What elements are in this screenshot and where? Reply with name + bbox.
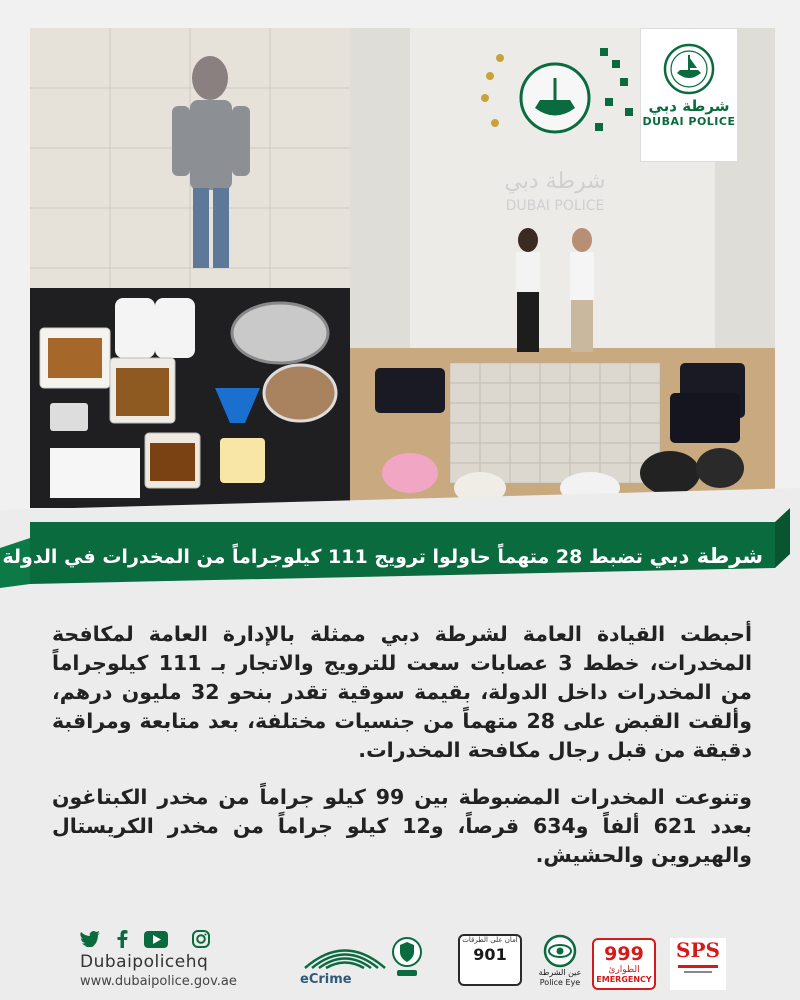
article-paragraph: أحبطت القيادة العامة لشرطة دبي ممثلة بالإدارة العامة لمكافحة المخدرات، خطط 3 عصابات سعت للترويج والاتجار بـ 111 كيلوجراماً من المخدرات داخل الدولة، بقيمة سوقية تقدر بنحو 32 مليون درهم، وألقت القبض على 28 متهماً من جنسيات مختلفة، بعد متابعة ومراقبة دقيقة من قبل رجال مكافحة المخدرات.	[52, 622, 752, 762]
social-icons	[80, 930, 210, 948]
headline-text: تضبط 28 متهماً حاولوا ترويج 111 كيلوجراماً من المخدرات في الدولة	[2, 546, 650, 568]
emergency-english: EMERGENCY	[596, 975, 652, 984]
police-emblem-icon	[663, 43, 715, 95]
youtube-icon[interactable]	[144, 931, 168, 948]
ecrime-logo-icon	[300, 938, 390, 996]
social-handle: Dubaipolicehq	[80, 952, 209, 972]
ecrime-label: eCrime	[300, 972, 352, 987]
police-eye-english: Police Eye	[539, 978, 581, 987]
hotline-901-caption: أمان على الطرقات	[462, 936, 518, 944]
facebook-icon[interactable]	[116, 930, 128, 948]
headline-title	[2, 536, 775, 576]
svg-text:شرطة دبي: شرطة دبي	[504, 169, 606, 194]
seizure-photo-left	[30, 28, 350, 508]
twitter-icon[interactable]	[80, 931, 100, 947]
emergency-number: 999	[604, 943, 644, 965]
shield-badge-icon	[392, 934, 422, 980]
police-eye-arabic: عين الشرطة	[538, 968, 582, 977]
police-eye-icon	[542, 934, 578, 968]
logo-english-text: DUBAI POLICE	[642, 115, 736, 128]
emergency-999-logo	[592, 938, 656, 990]
article-paragraph: وتنوعت المخدرات المضبوطة بين 99 كيلو جراماً من مخدر الكبتاغون بعدد 621 ألفاً و634 قرصاً، و12 كيلو جراماً من مخدر الكريستال والهيروين والحشيش.	[52, 785, 752, 867]
headline-brand: شرطة دبي	[649, 544, 763, 568]
svg-text:DUBAI POLICE: DUBAI POLICE	[505, 198, 605, 214]
dubai-police-logo	[640, 28, 738, 162]
logo-arabic-text: شرطة دبي	[648, 97, 730, 115]
police-eye-label	[532, 968, 588, 988]
hotline-901-logo	[458, 934, 522, 986]
hotline-901-number: 901	[473, 945, 507, 964]
website-link[interactable]: www.dubaipolice.gov.ae	[80, 974, 237, 989]
emergency-arabic: الطوارئ	[608, 965, 640, 975]
sps-emblem-icon	[678, 963, 718, 977]
sps-text: SPS	[676, 938, 720, 962]
instagram-icon[interactable]	[192, 930, 210, 948]
sps-logo	[670, 938, 726, 990]
article-body	[52, 620, 752, 888]
